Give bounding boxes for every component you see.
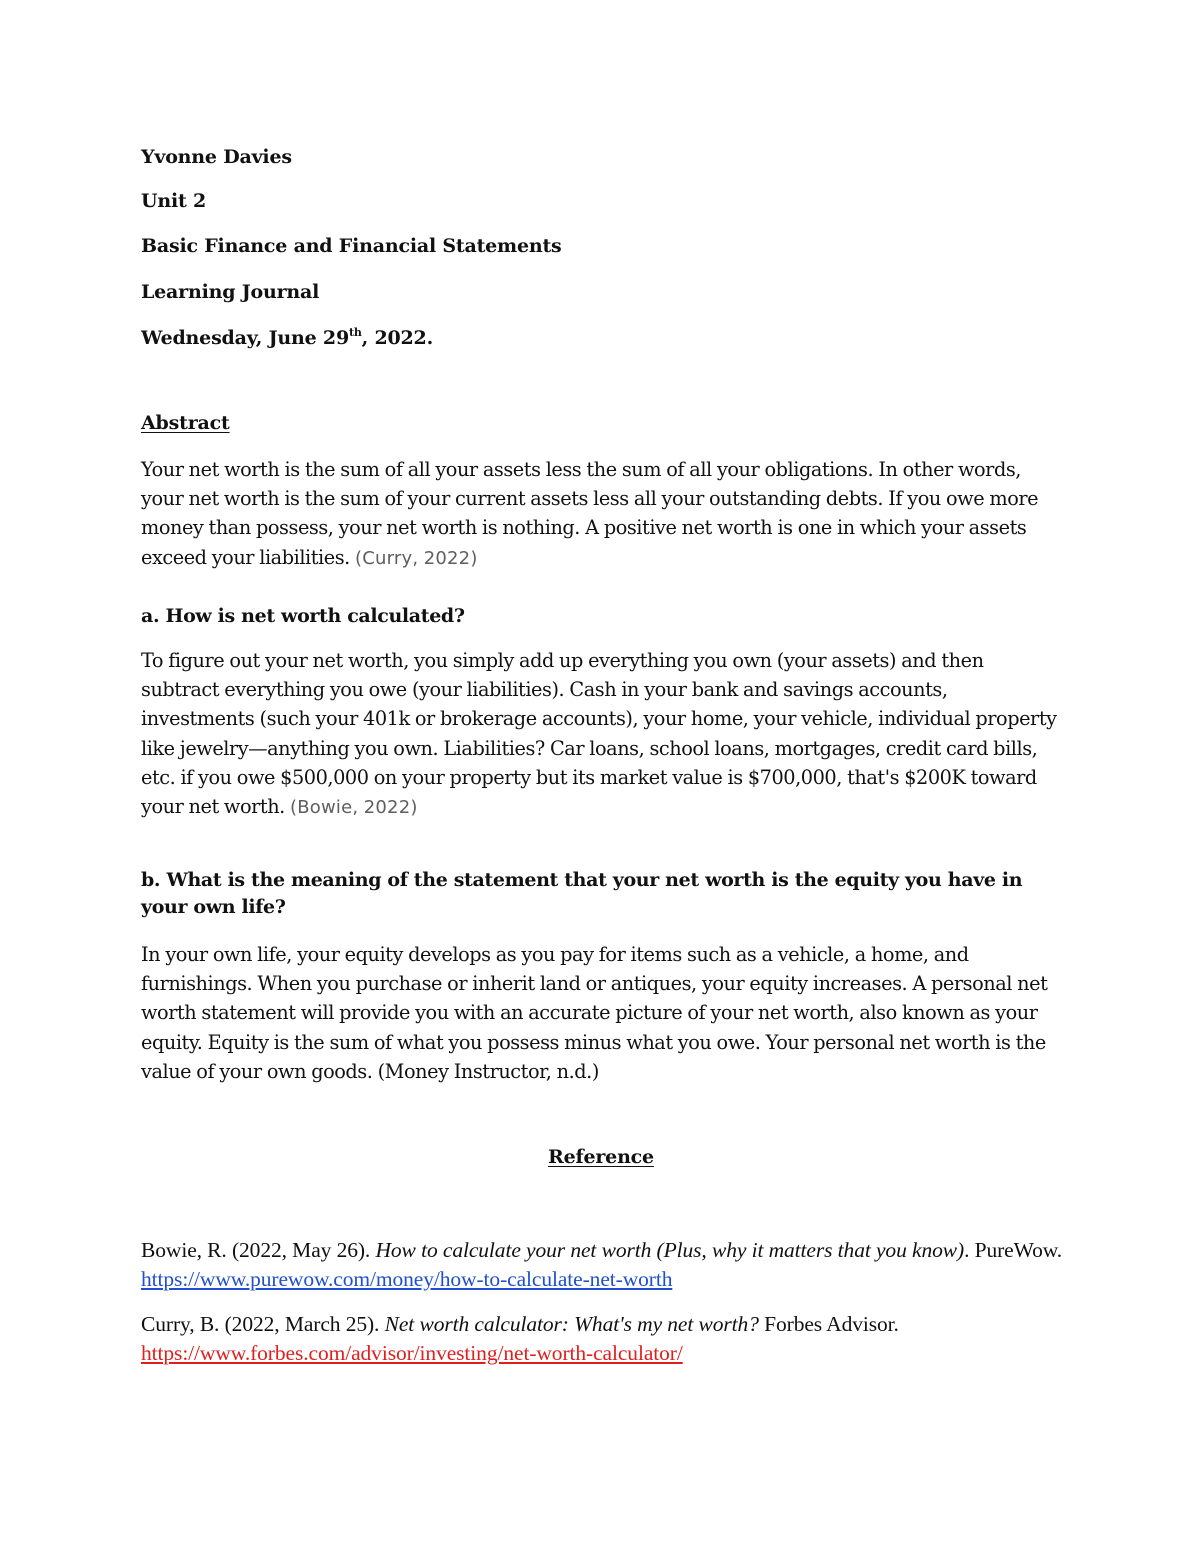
question-b-heading: b. What is the meaning of the statement that your net worth is the equity you have in your own life? [141,869,1023,918]
reference-tail: . PureWow. [964,1238,1063,1262]
abstract-citation: (Curry, 2022) [355,547,478,569]
reference-title: Net worth calculator: What's my net worth? [384,1312,759,1336]
reference-tail: Forbes Advisor. [758,1312,899,1336]
date-text: Wednesday, June 29 [141,327,349,349]
reference-heading: Reference [548,1146,654,1168]
unit-label: Unit 2 [141,190,207,212]
abstract-text: Your net worth is the sum of all your assets less the sum of all your obligations. In other words, your net worth is the sum of your current assets less all your outstanding debts. If you owe more money than possess, your net worth is nothing. A positive net worth is one in which your assets exceed your liabilities. [141,458,1039,569]
author-name: Yvonne Davies [141,146,292,168]
reference-entry [141,1310,1066,1368]
assignment-title: Learning Journal [141,281,320,303]
question-a-heading: a. How is net worth calculated? [141,605,465,627]
date-year: , 2022. [361,327,433,349]
reference-title: How to calculate your net worth (Plus, why it matters that you know) [375,1238,965,1262]
reference-entry [141,1236,1066,1294]
abstract-paragraph [141,455,1066,573]
abstract-heading: Abstract [141,412,230,434]
question-a-paragraph [141,646,1066,822]
question-b-paragraph: In your own life, your equity develops as you pay for items such as a vehicle, a home, and furnishings. When you purchase or inherit land or antiques, your equity increases. A personal net worth statement will provide you with an accurate picture of your net worth, also known as your equity. Equity is the sum of what you possess minus what you owe. Your personal net worth is the value of your own goods. (Money Instructor, n.d.) [141,943,1048,1083]
reference-lead: Bowie, R. (2022, May 26). [141,1238,376,1262]
journal-date [141,326,433,350]
reference-link[interactable]: https://www.forbes.com/advisor/investing/net-worth-calculator/ [141,1340,683,1365]
reference-lead: Curry, B. (2022, March 25). [141,1312,385,1336]
date-ordinal-suffix: th [348,326,362,339]
question-a-citation: (Bowie, 2022) [290,797,418,819]
question-a-text: To figure out your net worth, you simply add up everything you own (your assets) and then subtract everything you owe (your liabilities). Cash in your bank and savings accounts, investments (such your 401k or brokerage accounts), your home, your vehicle, individual property like jewelry—anything you own. Liabilities? Car loans, school loans, mortgages, credit card bills, etc. if you owe $500,000 on your property but its market value is $700,000, that's $200K toward your net worth. [141,649,1057,819]
course-title: Basic Finance and Financial Statements [141,235,562,257]
reference-link[interactable]: https://www.purewow.com/money/how-to-calculate-net-worth [141,1266,673,1291]
